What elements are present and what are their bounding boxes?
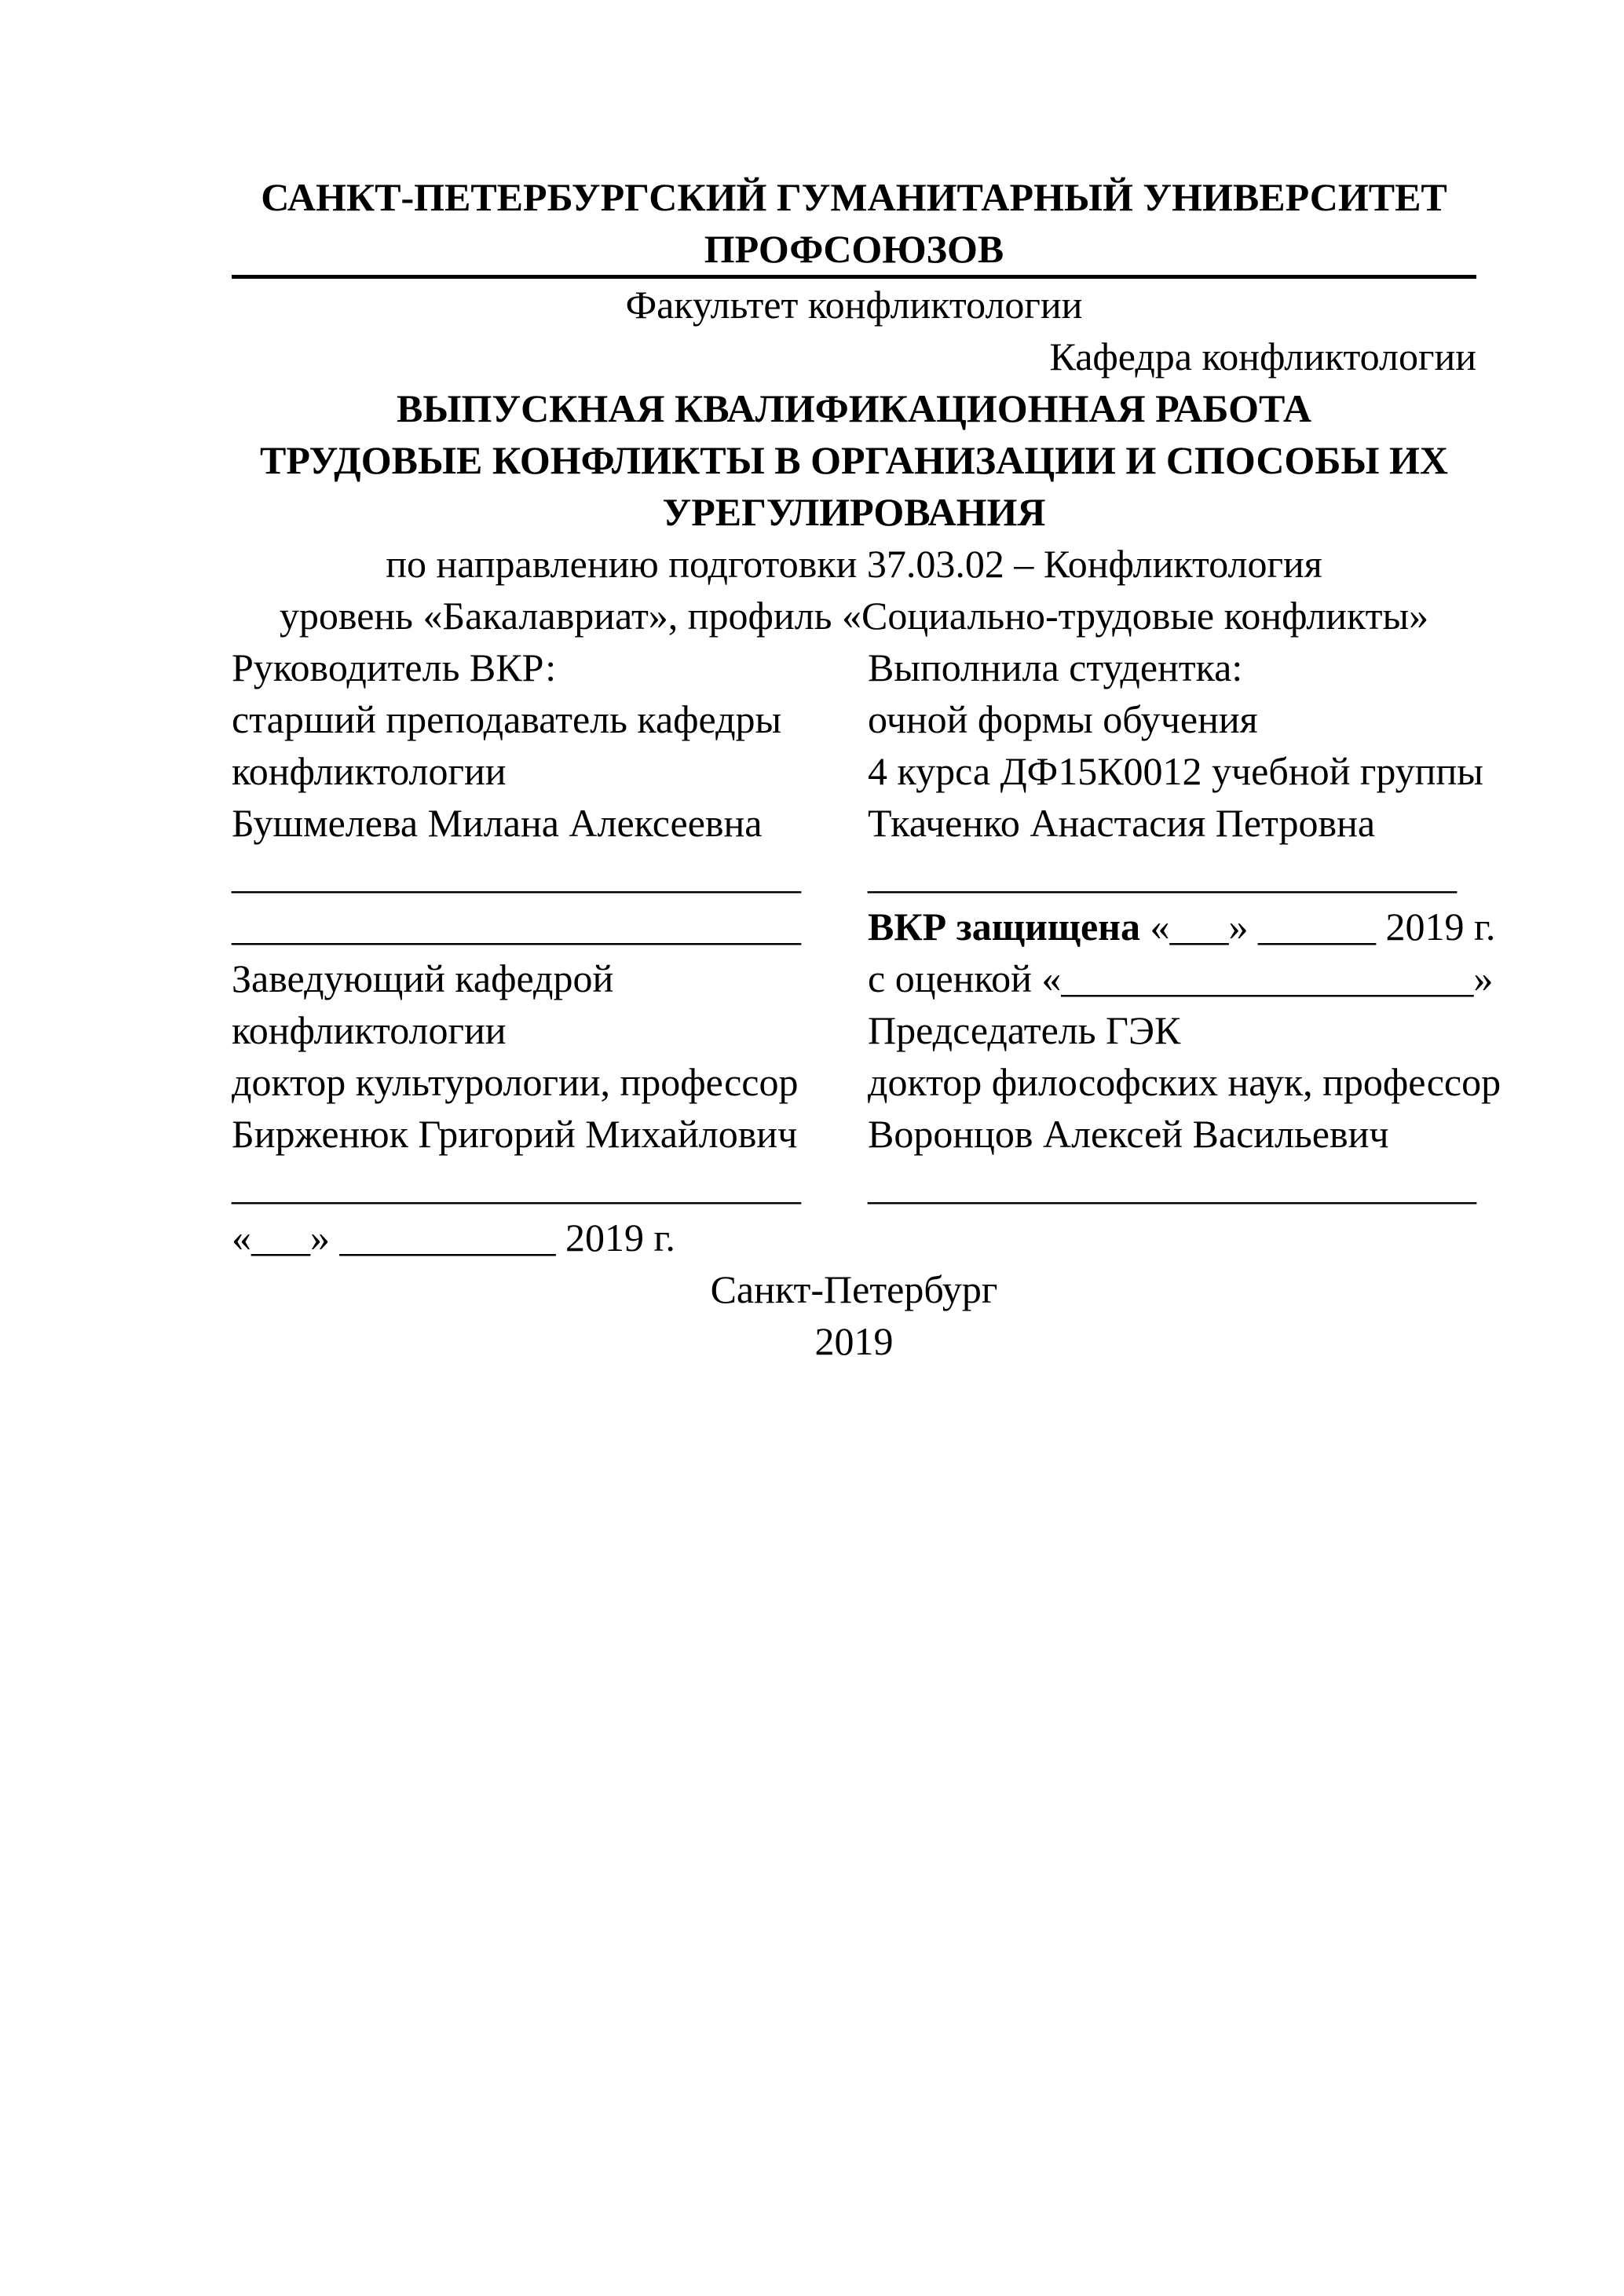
student-study-form-line: очной формы обучения [868, 697, 1258, 741]
approval-date-line: «___» ___________ 2019 г. [232, 1216, 675, 1260]
footer [232, 1263, 1476, 1367]
supervisor-signature-line: _____________________________ [232, 853, 801, 897]
chairman-role-line: Председатель ГЭК [868, 1008, 1181, 1052]
student-group-line: 4 курса ДФ15К0012 учебной группы [868, 749, 1483, 793]
student-heading: Выполнила студентка: [868, 645, 1243, 689]
university-header [232, 171, 1476, 279]
chairman-name: Воронцов Алексей Васильевич [868, 1112, 1389, 1156]
head-of-department-signature-line: _____________________________ [232, 905, 801, 949]
thesis-title [232, 434, 1476, 538]
faculty-line: Факультет конфликтологии [625, 283, 1083, 327]
defense-grade-line: с оценкой «_____________________» [868, 956, 1494, 1000]
chairman-signature-line: _______________________________ [868, 1164, 1476, 1208]
head-of-department-degree-line: доктор культурологии, профессор [232, 1060, 799, 1104]
program-direction-line: по направлению подготовки 37.03.02 – Конфликтология [386, 542, 1322, 586]
supervisor-position-line2: конфликтологии [232, 749, 507, 793]
defense-date-line [868, 901, 1496, 952]
work-type-title: ВЫПУСКНАЯ КВАЛИФИКАЦИОННАЯ РАБОТА [397, 386, 1311, 430]
university-name-line1: САНКТ-ПЕТЕРБУРГСКИЙ ГУМАНИТАРНЫЙ УНИВЕРСИТЕТ [261, 175, 1447, 219]
head-of-department-role-line1: Заведующий кафедрой [232, 956, 614, 1000]
head-of-department-role-line2: конфликтологии [232, 1008, 507, 1052]
supervisor-name: Бушмелева Милана Алексеевна [232, 801, 763, 845]
signatures-section [232, 642, 1501, 1263]
thesis-title-line1: ТРУДОВЫЕ КОНФЛИКТЫ В ОРГАНИЗАЦИИ И СПОСОБЫ ИХ [260, 438, 1448, 482]
university-name-line2: ПРОФСОЮЗОВ [704, 227, 1004, 271]
thesis-title-line2: УРЕГУЛИРОВАНИЯ [662, 490, 1046, 534]
footer-year: 2019 [814, 1319, 894, 1363]
chairman-degree-line: доктор философских наук, профессор [868, 1060, 1501, 1104]
right-column [868, 642, 1501, 1212]
supervisor-heading: Руководитель ВКР: [232, 645, 557, 689]
head-of-department-signature-line2: _____________________________ [232, 1164, 801, 1208]
footer-city: Санкт-Петербург [710, 1267, 998, 1311]
program-block [232, 538, 1476, 642]
defense-date-label: ВКР защищена [868, 905, 1140, 949]
head-of-department-name: Бирженюк Григорий Михайлович [232, 1112, 798, 1156]
student-signature-line: ______________________________ [868, 853, 1457, 897]
defense-date-blanks: «___» ______ 2019 г. [1150, 905, 1496, 949]
left-column [232, 642, 868, 1263]
department-line: Кафедра конфликтологии [1049, 335, 1476, 378]
supervisor-position-line1: старший преподаватель кафедры [232, 697, 782, 741]
program-level-line: уровень «Бакалавриат», профиль «Социально-трудовые конфликты» [279, 594, 1429, 638]
student-name: Ткаченко Анастасия Петровна [868, 801, 1376, 845]
